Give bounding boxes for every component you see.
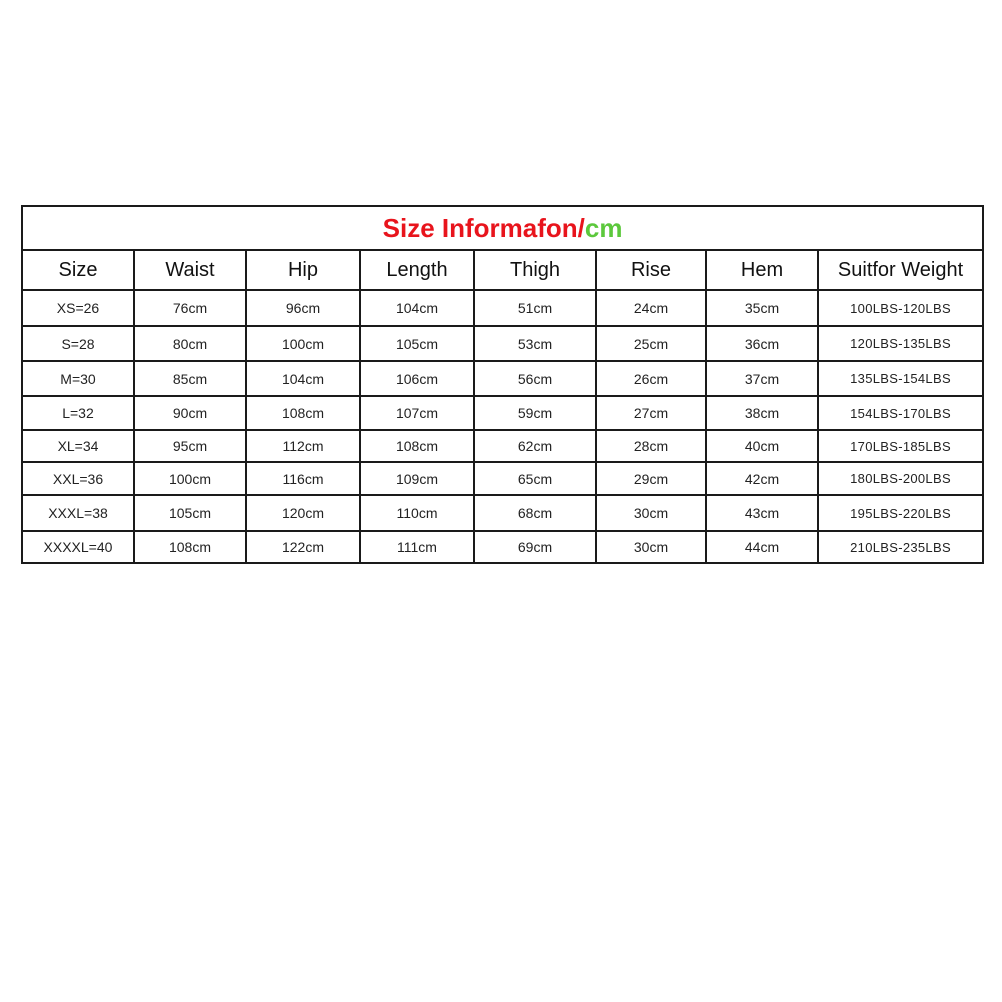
cell-rise: 28cm: [596, 430, 706, 462]
cell-size: XL=34: [22, 430, 134, 462]
cell-thigh: 56cm: [474, 361, 596, 396]
header-row: [22, 250, 983, 290]
table-row: [22, 462, 983, 495]
table-row: [22, 361, 983, 396]
cell-rise: 30cm: [596, 495, 706, 531]
cell-waist: 108cm: [134, 531, 246, 563]
cell-waist: 95cm: [134, 430, 246, 462]
cell-weight: 195LBS-220LBS: [818, 495, 983, 531]
cell-size: XXL=36: [22, 462, 134, 495]
cell-length: 106cm: [360, 361, 474, 396]
cell-thigh: 51cm: [474, 290, 596, 326]
cell-size: S=28: [22, 326, 134, 361]
header-thigh: Thigh: [474, 250, 596, 290]
table-row: [22, 290, 983, 326]
title-row: [22, 206, 983, 250]
cell-thigh: 53cm: [474, 326, 596, 361]
cell-rise: 26cm: [596, 361, 706, 396]
cell-rise: 30cm: [596, 531, 706, 563]
cell-length: 110cm: [360, 495, 474, 531]
cell-waist: 105cm: [134, 495, 246, 531]
cell-waist: 100cm: [134, 462, 246, 495]
cell-length: 104cm: [360, 290, 474, 326]
title-main-text: Size Informafon/: [382, 212, 585, 243]
table-row: [22, 531, 983, 563]
cell-thigh: 59cm: [474, 396, 596, 430]
cell-hem: 36cm: [706, 326, 818, 361]
cell-hip: 122cm: [246, 531, 360, 563]
header-waist: Waist: [134, 250, 246, 290]
cell-length: 109cm: [360, 462, 474, 495]
cell-thigh: 68cm: [474, 495, 596, 531]
cell-hip: 100cm: [246, 326, 360, 361]
cell-waist: 80cm: [134, 326, 246, 361]
cell-waist: 90cm: [134, 396, 246, 430]
cell-thigh: 62cm: [474, 430, 596, 462]
cell-weight: 135LBS-154LBS: [818, 361, 983, 396]
cell-weight: 154LBS-170LBS: [818, 396, 983, 430]
cell-hem: 38cm: [706, 396, 818, 430]
cell-size: XXXXL=40: [22, 531, 134, 563]
header-suitfor-weight: Suitfor Weight: [818, 250, 983, 290]
cell-waist: 76cm: [134, 290, 246, 326]
table-row: [22, 430, 983, 462]
cell-weight: 170LBS-185LBS: [818, 430, 983, 462]
table-row: [22, 396, 983, 430]
cell-rise: 24cm: [596, 290, 706, 326]
cell-length: 111cm: [360, 531, 474, 563]
cell-rise: 27cm: [596, 396, 706, 430]
cell-hem: 44cm: [706, 531, 818, 563]
cell-length: 105cm: [360, 326, 474, 361]
table-row: [22, 326, 983, 361]
cell-hem: 37cm: [706, 361, 818, 396]
cell-hem: 42cm: [706, 462, 818, 495]
table-title: [22, 206, 983, 250]
header-hem: Hem: [706, 250, 818, 290]
cell-hem: 43cm: [706, 495, 818, 531]
cell-rise: 29cm: [596, 462, 706, 495]
cell-weight: 120LBS-135LBS: [818, 326, 983, 361]
cell-size: XXXL=38: [22, 495, 134, 531]
cell-hip: 108cm: [246, 396, 360, 430]
cell-thigh: 65cm: [474, 462, 596, 495]
cell-size: M=30: [22, 361, 134, 396]
header-length: Length: [360, 250, 474, 290]
cell-hem: 35cm: [706, 290, 818, 326]
cell-length: 107cm: [360, 396, 474, 430]
cell-length: 108cm: [360, 430, 474, 462]
cell-weight: 100LBS-120LBS: [818, 290, 983, 326]
cell-size: L=32: [22, 396, 134, 430]
header-hip: Hip: [246, 250, 360, 290]
cell-thigh: 69cm: [474, 531, 596, 563]
cell-waist: 85cm: [134, 361, 246, 396]
cell-rise: 25cm: [596, 326, 706, 361]
cell-weight: 210LBS-235LBS: [818, 531, 983, 563]
table-row: [22, 495, 983, 531]
header-rise: Rise: [596, 250, 706, 290]
header-size: Size: [22, 250, 134, 290]
cell-size: XS=26: [22, 290, 134, 326]
cell-hip: 96cm: [246, 290, 360, 326]
title-unit-text: cm: [584, 212, 623, 243]
cell-hip: 120cm: [246, 495, 360, 531]
cell-hip: 104cm: [246, 361, 360, 396]
cell-hem: 40cm: [706, 430, 818, 462]
cell-weight: 180LBS-200LBS: [818, 462, 983, 495]
size-chart-table: [21, 205, 984, 564]
cell-hip: 112cm: [246, 430, 360, 462]
cell-hip: 116cm: [246, 462, 360, 495]
